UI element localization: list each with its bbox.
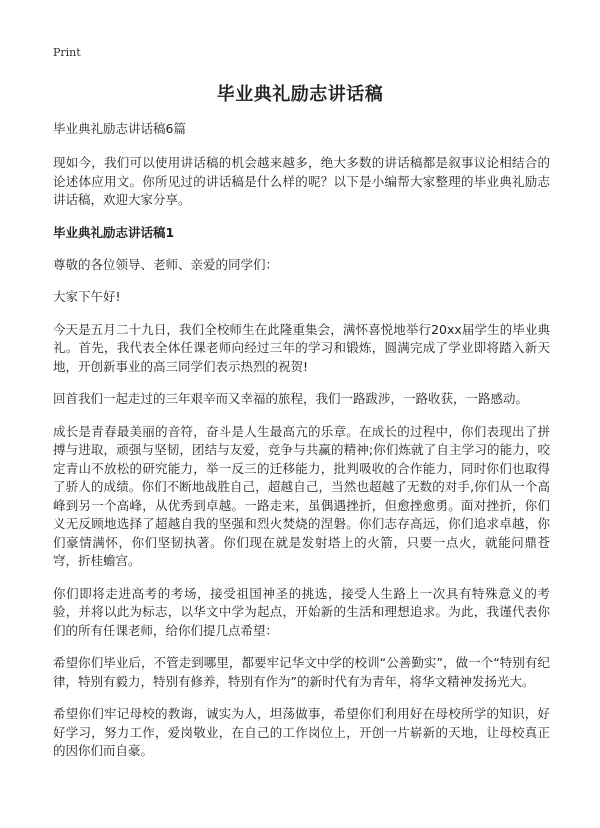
body-paragraph: 回首我们一起走过的三年艰辛而又幸福的旅程，我们一路跋涉，一路收获，一路感动。	[53, 391, 529, 406]
document-subtitle: 毕业典礼励志讲话稿6篇	[53, 121, 186, 136]
body-paragraph: 成长是青春最美丽的音符，奋斗是人生最高亢的乐章。在成长的过程中，你们表现出了拼搏与进取，顽强与坚韧，团结与友爱，竞争与共赢的精神;你们炼就了自主学习的能力，咬定青山不放松的研究能力，举一反三的迁移能力，批判吸收的合作能力，同时你们也取得了骄人的成绩。你们不断地战胜自己，超越自己，当然也超越了无数的对手,你们从一个高峰到另一个高峰，从优秀到卓越。一路走来，虽偶遇挫折，但愈挫愈勇。面对挫折，你们义无反顾地选择了超越自我的坚强和烈火焚烧的涅磐。你们志存高远，你们追求卓越，你们豪情满怀，你们坚韧执著。你们现在就是发射塔上的火箭，只要一点火，就能问鼎苍穹，折桂蟾宫。	[53, 423, 550, 568]
body-paragraph: 希望你们牢记母校的教诲，诚实为人，坦荡做事，希望你们利用好在母校所学的知识，好好学习，努力工作，爱岗敬业，在自己的工作岗位上，开创一片崭新的天地，让母校真正的因你们而自豪。	[53, 706, 550, 758]
section-heading: 毕业典礼励志讲话稿1	[53, 224, 175, 240]
print-link[interactable]: Print	[53, 46, 81, 59]
intro-paragraph: 现如今，我们可以使用讲话稿的机会越来越多，绝大多数的讲话稿都是叙事议论相结合的论述体应用文。你所见过的讲话稿是什么样的呢？以下是小编帮大家整理的毕业典礼励志讲话稿，欢迎大家分享。	[53, 155, 550, 207]
body-paragraph: 今天是五月二十九日，我们全校师生在此隆重集会，满怀喜悦地举行20xx届学生的毕业典礼。首先，我代表全体任课老师向经过三年的学习和锻炼，圆满完成了学业即将踏入新天地，开创新事业的高三同学们表示热烈的祝贺!	[53, 321, 550, 374]
document-body	[53, 120, 550, 775]
document-title: 毕业典礼励志讲话稿	[216, 84, 384, 105]
body-paragraph: 你们即将走进高考的考场，接受祖国神圣的挑选，接受人生路上一次具有特殊意义的考验，并将以此为标志，以华文中学为起点，开始新的生活和理想追求。为此，我谨代表你们的所有任课老师，给你们提几点希望：	[53, 585, 550, 638]
salutation-paragraph: 大家下午好!	[53, 289, 121, 304]
body-paragraph: 希望你们毕业后，不管走到哪里，都要牢记华文中学的校训“公善勤实”，做一个“特别有纪律，特别有毅力，特别有修养，特别有作为”的新时代有为青年，将华文精神发扬光大。	[53, 655, 550, 689]
greeting-paragraph: 尊敬的各位领导、老师、亲爱的同学们：	[53, 256, 279, 272]
